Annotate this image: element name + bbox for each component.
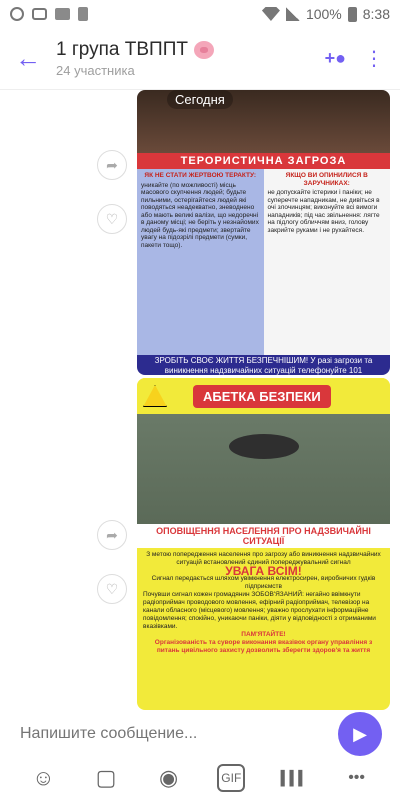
poster1-left-text: уникайте (по можливості) місць масового скупчення людей; будьте пильними, остерігайтеся людей які поводяться неадекватно, зневоднено або мають великі валізи, що недоречні в даному місці; не беріть у незнайомих людей будь-які предмети; звертайте увагу на підозрілі предмети (сумки, пакети тощо). [141,181,259,249]
battery-percent: 100% [305,6,342,22]
image-message-terror[interactable] [137,90,390,375]
camera-icon[interactable] [155,764,183,792]
battery-icon [348,7,357,22]
warning-icon [143,385,167,407]
poll-icon[interactable] [280,764,308,792]
more-vert-icon[interactable]: ⋮ [364,47,384,70]
emoji-icon[interactable] [29,764,57,792]
add-user-icon[interactable]: +● [324,48,346,68]
poster1-band: ТЕРОРИСТИЧНА ЗАГРОЗА [137,153,390,169]
gallery-icon [55,8,70,20]
participant-count: 24 участника [56,63,135,78]
gif-icon[interactable]: GIF [217,764,245,792]
poster2-badge: АБЕТКА БЕЗПЕКИ [193,385,331,408]
poster2-title: ОПОВІЩЕННЯ НАСЕЛЕННЯ ПРО НАДЗВИЧАЙНІ СИТУАЦІЇ [137,524,390,548]
signal-icon [286,7,300,21]
pig-icon [194,41,214,59]
poster2-body [137,548,390,658]
like-heart-icon[interactable]: ♡ [97,204,127,234]
gallery-icon[interactable] [92,764,120,792]
siren-photo [137,414,390,524]
voice-send-button[interactable]: ▶ [338,712,382,756]
message-actions-2 [97,520,127,604]
image-message-alert[interactable] [137,378,390,710]
poster1-right-heading: ЯКЩО ВИ ОПИНИЛИСЯ В ЗАРУЧНИКАХ: [285,172,368,187]
chat-area[interactable] [0,90,400,710]
poster1-footer: ЗРОБІТЬ СВОЄ ЖИТТЯ БЕЗПЕЧНІШИМ! У разі загрози та виникнення надзвичайних ситуацій телефонуйте 101 [137,355,390,375]
poster1-left-heading: ЯК НЕ СТАТИ ЖЕРТВОЮ ТЕРАКТУ: [144,172,257,179]
poster2-signal: Сигнал передається шляхом увімкнення електросирен, виробничих гудків підприємств [151,575,376,590]
chat-header [0,28,400,90]
forward-icon[interactable]: ➦ [97,150,127,180]
poster1-photo [137,90,390,153]
chat-title-text: 1 група ТВППТ [56,39,188,60]
poster1-left-column [137,169,264,355]
poster2-closing: Організованість та суворе виконання вказівок органу управління з питань цивільного захисту дозволить зберегти здоров'я та життя [154,639,373,654]
chat-title-block[interactable] [56,39,325,78]
message-icon [32,8,47,20]
message-actions-1 [97,150,127,234]
chat-title [56,39,325,61]
clipboard-icon [78,7,88,21]
poster2-big: УВАГА ВСІМ! [225,564,302,578]
poster1-right-column [264,169,391,355]
forward-icon[interactable]: ➦ [97,520,127,550]
poster2-header [137,378,390,414]
poster1-right-text: не допускайте істерики і паніки; не суперечте нападникам, не дивіться в очі злочинцям; виконуйте всі вимоги нападників; під час звільнення: лягте на підлогу обличчям вниз, голову закрийте руками і не рухайтеся. [267,189,380,234]
back-arrow-icon[interactable]: ← [15,43,41,73]
more-icon[interactable] [343,764,371,792]
like-heart-icon[interactable]: ♡ [97,574,127,604]
viber-icon [10,7,24,21]
composer-toolbar [0,756,400,800]
status-bar [0,0,400,28]
poster2-intro: З метою попередження населення про загрозу або виникнення надзвичайних ситуацій встановлений єдиний попереджувальний сигнал [146,551,381,566]
poster2-note: ПАМ'ЯТАЙТЕ! [241,631,286,638]
clock: 8:38 [362,6,390,22]
date-chip: Сегодня [167,90,233,109]
wifi-icon [262,7,280,21]
poster2-duty: Почувши сигнал кожен громадянин ЗОБОВ'ЯЗАНИЙ: негайно ввімкнути радіоприймач проводового мовлення, ефірний радіоприймач, телевізор на канали обласного (місцевого) мовлення; уважно прослухати інформаційне повідомлення; спокійно, уникаючи паніки, діяти у відповідності з отриманими вказівками. [143,591,376,630]
